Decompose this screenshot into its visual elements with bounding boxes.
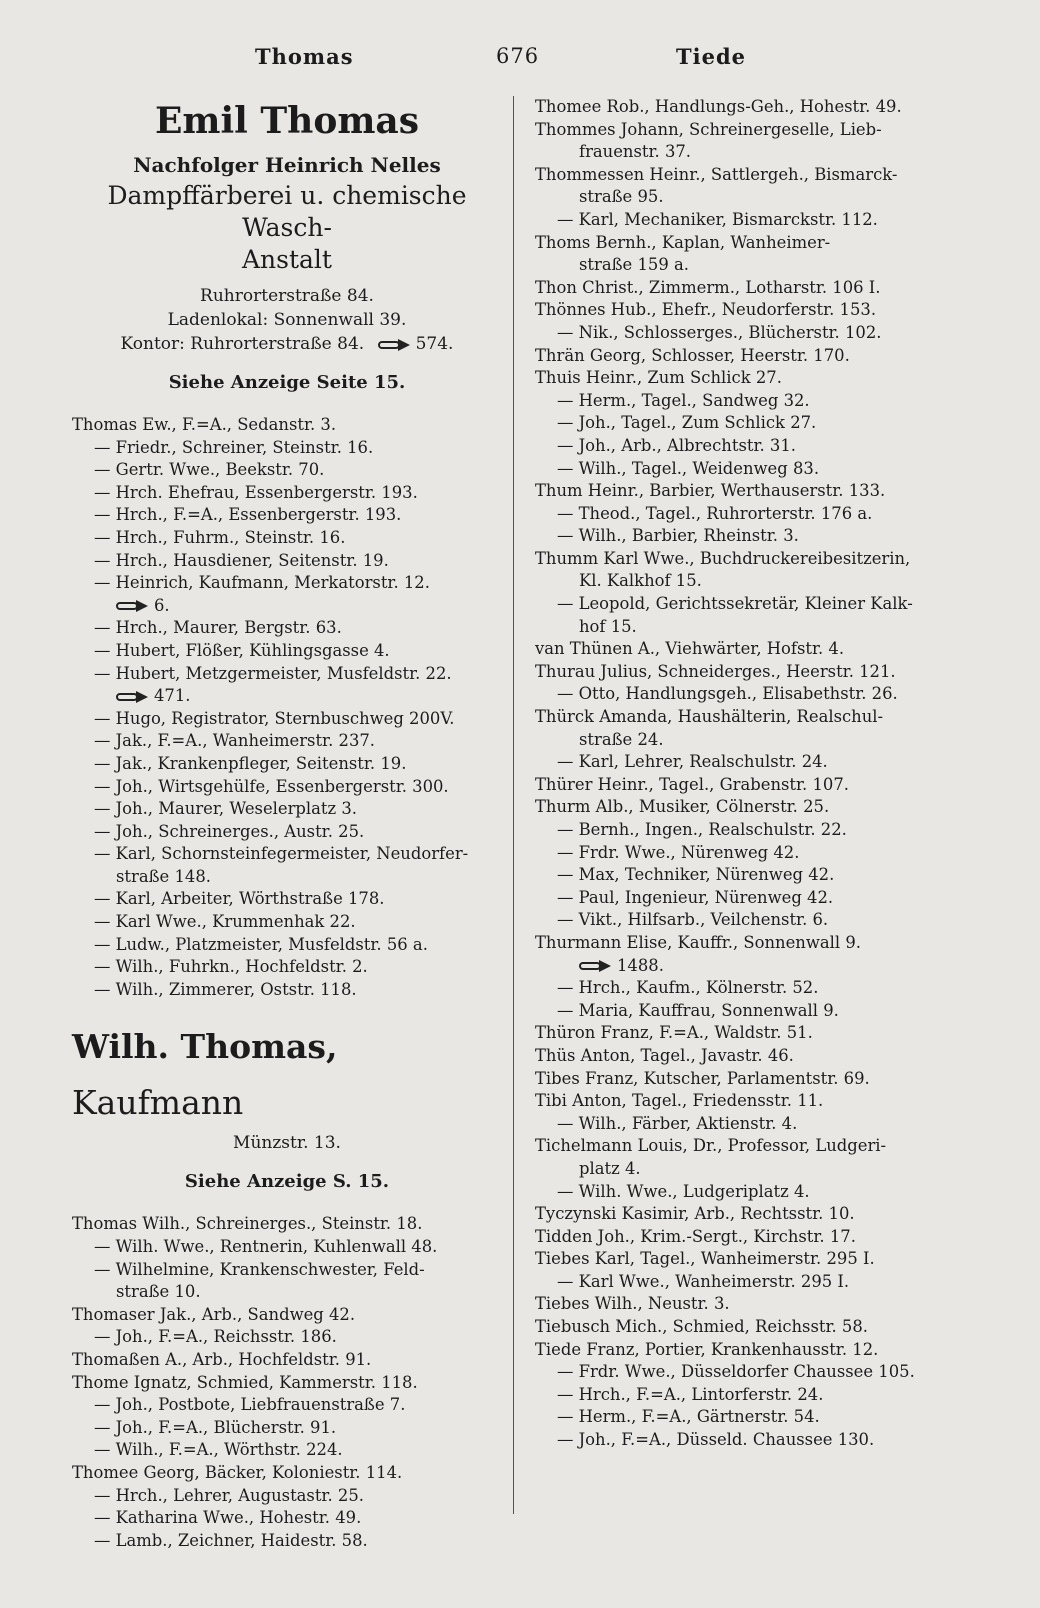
entry-continuation: Kl. Kalkhof 15. (579, 571, 702, 591)
phone-line (72, 685, 502, 708)
telephone-icon (579, 960, 611, 972)
telephone-icon (116, 691, 148, 703)
directory-entry: Thönnes Hub., Ehefr., Neudorferstr. 153. (535, 300, 877, 320)
column-divider (513, 96, 514, 1514)
directory-entry: Thon Christ., Zimmerm., Lotharstr. 106 I. (535, 277, 881, 297)
directory-entry: Tibes Franz, Kutscher, Parlamentstr. 69. (535, 1068, 870, 1088)
directory-entry: Thuis Heinr., Zum Schlick 27. (535, 368, 782, 388)
wilh-thomas-advert (72, 1019, 502, 1197)
directory-entry: Tibi Anton, Tagel., Friedensstr. 11. (535, 1091, 824, 1111)
right-column (535, 96, 975, 1452)
running-head-left: Thomas (255, 44, 354, 69)
directory-entry: Thüron Franz, F.=A., Waldstr. 51. (535, 1023, 813, 1043)
entry-continuation: straße 148. (116, 866, 211, 886)
directory-entry: — Joh., Schreinerges., Austr. 25. (94, 821, 365, 841)
directory-entry: Thomas Wilh., Schreinerges., Steinstr. 18. (72, 1214, 423, 1234)
advert-see-reference: Siehe Anzeige S. 15. (184, 1171, 390, 1193)
entry-continuation: straße 159 a. (579, 255, 689, 275)
directory-entry: Thürck Amanda, Haushälterin, Realschul- (535, 707, 884, 727)
directory-entry: — Wilh., Färber, Aktienstr. 4. (557, 1113, 798, 1133)
advert-office (72, 332, 502, 356)
directory-entry: — Joh., F.=A., Reichsstr. 186. (94, 1327, 337, 1347)
directory-entry: — Jak., Krankenpfleger, Seitenstr. 19. (94, 753, 407, 773)
advert-address: Ruhrorterstraße 84. (200, 286, 374, 306)
directory-entry: — Bernh., Ingen., Realschulstr. 22. (557, 820, 847, 839)
telephone-icon (378, 339, 410, 351)
directory-entry: — Heinrich, Kaufmann, Merkatorstr. 12. (94, 573, 430, 593)
directory-entry: — Max, Techniker, Nürenweg 42. (557, 865, 835, 885)
directory-entry: — Hrch., F.=A., Lintorferstr. 24. (557, 1384, 824, 1404)
directory-entry: — Wilh., F.=A., Wörthstr. 224. (94, 1440, 343, 1460)
directory-entry: — Hrch. Ehefrau, Essenbergerstr. 193. (94, 482, 418, 502)
directory-entry: Thomas Ew., F.=A., Sedanstr. 3. (72, 415, 337, 434)
directory-entry: Thrän Georg, Schlosser, Heerstr. 170. (535, 345, 850, 365)
directory-entry: — Wilh., Barbier, Rheinstr. 3. (557, 526, 799, 546)
directory-entry: — Leopold, Gerichtssekretär, Kleiner Kalk- (557, 594, 913, 614)
advert-address: Münzstr. 13. (233, 1133, 341, 1154)
directory-entry: — Katharina Wwe., Hohestr. 49. (94, 1508, 362, 1528)
phone-number: 6. (154, 595, 170, 615)
directory-entry: — Joh., Maurer, Weselerplatz 3. (94, 799, 358, 819)
directory-entry: — Hrch., Kaufm., Kölnerstr. 52. (557, 978, 819, 998)
directory-entry: — Hugo, Registrator, Sternbuschweg 200V. (94, 708, 455, 728)
directory-entry: Thommessen Heinr., Sattlergeh., Bismarck- (535, 164, 898, 184)
directory-entry: Thommes Johann, Schreinergeselle, Lieb- (535, 119, 882, 139)
directory-entry: — Wilh., Fuhrkn., Hochfeldstr. 2. (94, 957, 368, 977)
directory-entry: — Wilh. Wwe., Ludgeriplatz 4. (557, 1181, 810, 1201)
directory-entry: Tyczynski Kasimir, Arb., Rechtsstr. 10. (535, 1204, 855, 1224)
directory-entry: — Wilhelmine, Krankenschwester, Feld- (94, 1259, 425, 1279)
phone-line (72, 595, 502, 618)
entry-continuation: straße 95. (579, 187, 664, 207)
entry-continuation: hof 15. (579, 616, 637, 636)
directory-entry: Tidden Joh., Krim.-Sergt., Kirchstr. 17. (535, 1226, 856, 1246)
directory-entry: — Joh., F.=A., Blücherstr. 91. (94, 1417, 337, 1437)
directory-entry: Thomee Rob., Handlungs-Geh., Hohestr. 49. (535, 97, 902, 116)
advert-trade: Kaufmann (72, 1083, 244, 1123)
directory-entry: — Hrch., Fuhrm., Steinstr. 16. (94, 527, 346, 547)
advert-office-text: Kontor: Ruhrorterstraße 84. (120, 334, 365, 354)
directory-entry: — Jak., F.=A., Wanheimerstr. 237. (94, 731, 376, 751)
directory-entry: — Hrch., F.=A., Essenbergerstr. 193. (94, 505, 402, 525)
directory-entry: — Hrch., Maurer, Bergstr. 63. (94, 618, 342, 638)
directory-entry: — Joh., Wirtsgehülfe, Essenbergerstr. 300. (94, 776, 449, 796)
directory-entry: — Ludw., Platzmeister, Musfeldstr. 56 a. (94, 934, 428, 954)
directory-entry: — Maria, Kauffrau, Sonnenwall 9. (557, 1000, 839, 1020)
directory-entry: — Friedr., Schreiner, Steinstr. 16. (94, 437, 374, 457)
advert-office-phone: 574. (415, 334, 454, 354)
page-number: 676 (496, 44, 540, 68)
right-entries-1 (535, 96, 975, 955)
directory-entry: Thurmann Elise, Kauffr., Sonnenwall 9. (535, 932, 861, 952)
directory-entry: Tichelmann Louis, Dr., Professor, Ludgeri- (535, 1136, 887, 1156)
directory-entry: Thüs Anton, Tagel., Javastr. 46. (535, 1045, 794, 1065)
advert-name: Emil Thomas (154, 100, 420, 142)
directory-entry: — Gertr. Wwe., Beekstr. 70. (94, 460, 325, 480)
directory-entry: — Hrch., Lehrer, Augustastr. 25. (94, 1485, 364, 1505)
directory-entry: — Joh., Tagel., Zum Schlick 27. (557, 413, 817, 433)
emil-thomas-advert (72, 96, 502, 398)
directory-entry: Thumm Karl Wwe., Buchdruckereibesitzerin, (535, 548, 911, 568)
advert-business-line-1: Dampffärberei u. chemische Wasch- (107, 181, 467, 242)
directory-entry: — Wilh., Zimmerer, Oststr. 118. (94, 979, 357, 999)
directory-entry: — Herm., Tagel., Sandweg 32. (557, 390, 810, 410)
directory-entry: Tiebes Karl, Tagel., Wanheimerstr. 295 I. (535, 1249, 875, 1269)
running-head-right: Tiede (676, 44, 747, 69)
directory-entry: — Hubert, Metzgermeister, Musfeldstr. 22. (94, 663, 452, 683)
advert-see-reference: Siehe Anzeige Seite 15. (168, 372, 406, 393)
advert-shop: Ladenlokal: Sonnenwall 39. (167, 310, 407, 330)
directory-entry: — Paul, Ingenieur, Nürenweg 42. (557, 887, 834, 907)
directory-entry: van Thünen A., Viehwärter, Hofstr. 4. (535, 639, 845, 659)
directory-entry: — Lamb., Zeichner, Haidestr. 58. (94, 1530, 368, 1550)
directory-entry: — Karl, Schornsteinfegermeister, Neudorfer- (94, 844, 469, 864)
directory-entry: — Karl, Arbeiter, Wörthstraße 178. (94, 889, 385, 909)
advert-successor: Nachfolger Heinrich Nelles (133, 153, 441, 177)
directory-entry: Tiede Franz, Portier, Krankenhausstr. 12. (535, 1339, 879, 1359)
advert-name: Wilh. Thomas, (72, 1027, 338, 1067)
phone-number: 1488. (617, 955, 664, 975)
directory-entry: — Joh., Postbote, Liebfrauenstraße 7. (94, 1395, 406, 1415)
entries-group-1 (72, 414, 502, 1001)
directory-entry: Thürer Heinr., Tagel., Grabenstr. 107. (535, 774, 849, 794)
directory-entry: Thurau Julius, Schneiderges., Heerstr. 121. (535, 661, 896, 681)
phone-number: 471. (154, 686, 191, 706)
directory-entry: — Wilh., Tagel., Weidenweg 83. (557, 458, 820, 478)
directory-entry: — Joh., F.=A., Düsseld. Chaussee 130. (557, 1430, 875, 1450)
directory-entry: — Wilh. Wwe., Rentnerin, Kuhlenwall 48. (94, 1237, 438, 1257)
directory-entry: — Frdr. Wwe., Nürenweg 42. (557, 842, 800, 862)
directory-entry: Thome Ignatz, Schmied, Kammerstr. 118. (72, 1372, 418, 1392)
directory-entry: — Hubert, Flößer, Kühlingsgasse 4. (94, 640, 390, 660)
directory-entry: — Karl Wwe., Wanheimerstr. 295 I. (557, 1271, 850, 1291)
directory-entry: Thurm Alb., Musiker, Cölnerstr. 25. (535, 797, 830, 817)
directory-entry: — Herm., F.=A., Gärtnerstr. 54. (557, 1407, 820, 1427)
directory-entry: — Frdr. Wwe., Düsseldorfer Chaussee 105. (557, 1362, 915, 1382)
phone-line (535, 955, 975, 978)
telephone-icon (116, 600, 148, 612)
directory-entry: — Karl Wwe., Krummenhak 22. (94, 912, 356, 932)
directory-entry: — Otto, Handlungsgeh., Elisabethstr. 26. (557, 684, 898, 704)
directory-entry: — Karl, Mechaniker, Bismarckstr. 112. (557, 209, 878, 229)
entry-continuation: platz 4. (579, 1158, 641, 1178)
advert-title (72, 1019, 502, 1131)
directory-entry: — Joh., Arb., Albrechtstr. 31. (557, 435, 796, 455)
directory-entry: Thomee Georg, Bäcker, Koloniestr. 114. (72, 1462, 403, 1482)
entry-continuation: frauenstr. 37. (579, 142, 692, 162)
entry-continuation: straße 10. (116, 1282, 201, 1302)
left-column (72, 96, 502, 1552)
directory-entry: — Karl, Lehrer, Realschulstr. 24. (557, 752, 828, 772)
directory-entry: Thomaßen A., Arb., Hochfeldstr. 91. (72, 1350, 372, 1369)
directory-entry: — Nik., Schlosserges., Blücherstr. 102. (557, 322, 882, 342)
entries-group-2 (72, 1213, 502, 1552)
directory-entry: — Vikt., Hilfsarb., Veilchenstr. 6. (557, 910, 829, 930)
directory-entry: Tiebes Wilh., Neustr. 3. (535, 1294, 730, 1314)
entry-continuation: straße 24. (579, 729, 664, 749)
directory-entry: — Hrch., Hausdiener, Seitenstr. 19. (94, 550, 389, 570)
directory-entry: Thomaser Jak., Arb., Sandweg 42. (72, 1304, 356, 1324)
directory-entry: — Theod., Tagel., Ruhrorterstr. 176 a. (557, 503, 873, 523)
directory-entry: Thoms Bernh., Kaplan, Wanheimer- (535, 232, 831, 252)
directory-entry: Thum Heinr., Barbier, Werthauserstr. 133. (535, 481, 886, 501)
right-entries-2 (535, 977, 975, 1451)
advert-business-line-2: Anstalt (242, 245, 332, 274)
directory-entry: Tiebusch Mich., Schmied, Reichsstr. 58. (535, 1317, 868, 1337)
